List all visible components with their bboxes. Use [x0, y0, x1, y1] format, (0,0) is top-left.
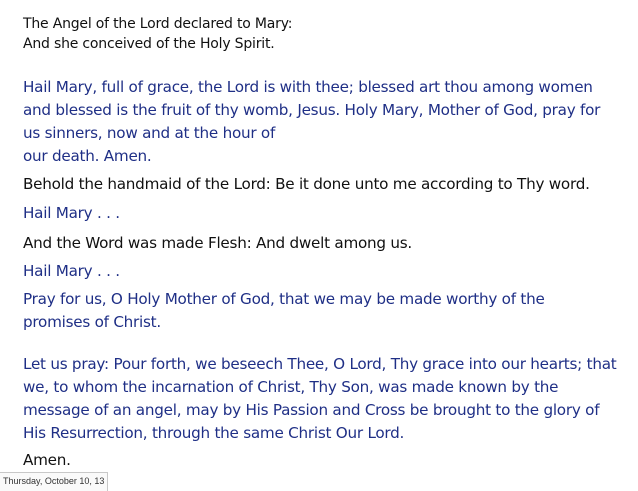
- hail-mary-line-4: our death. Amen.: [23, 147, 152, 165]
- hail-mary-line-3: us sinners, now and at the hour of: [23, 124, 276, 142]
- footer-date: Thursday, October 10, 13: [0, 472, 108, 491]
- versicle-line-2: And she conceived of the Holy Spirit.: [23, 36, 275, 52]
- versicle-line-1: The Angel of the Lord declared to Mary:: [23, 16, 293, 32]
- hail-mary-line-1: Hail Mary, full of grace, the Lord is with thee; blessed art thou among women: [23, 78, 593, 96]
- versicle-2: Behold the handmaid of the Lord: Be it done unto me according to Thy word.: [23, 175, 590, 193]
- let-us-pray-line-4: His Resurrection, through the same Christ Our Lord.: [23, 424, 405, 442]
- hail-mary-short-2: Hail Mary . . .: [23, 262, 120, 280]
- hail-mary-line-2: and blessed is the fruit of thy womb, Jesus. Holy Mary, Mother of God, pray for: [23, 101, 601, 119]
- let-us-pray-line-1: Let us pray: Pour forth, we beseech Thee, O Lord, Thy grace into our hearts; that: [23, 355, 617, 373]
- versicle-3: And the Word was made Flesh: And dwelt among us.: [23, 234, 413, 252]
- pray-for-us-line-2: promises of Christ.: [23, 313, 161, 331]
- let-us-pray-line-2: we, to whom the incarnation of Christ, Thy Son, was made known by the: [23, 378, 559, 396]
- pray-for-us-line-1: Pray for us, O Holy Mother of God, that we may be made worthy of the: [23, 290, 545, 308]
- hail-mary-short-1: Hail Mary . . .: [23, 204, 120, 222]
- let-us-pray-line-3: message of an angel, may by His Passion and Cross be brought to the glory of: [23, 401, 600, 419]
- amen: Amen.: [23, 451, 71, 469]
